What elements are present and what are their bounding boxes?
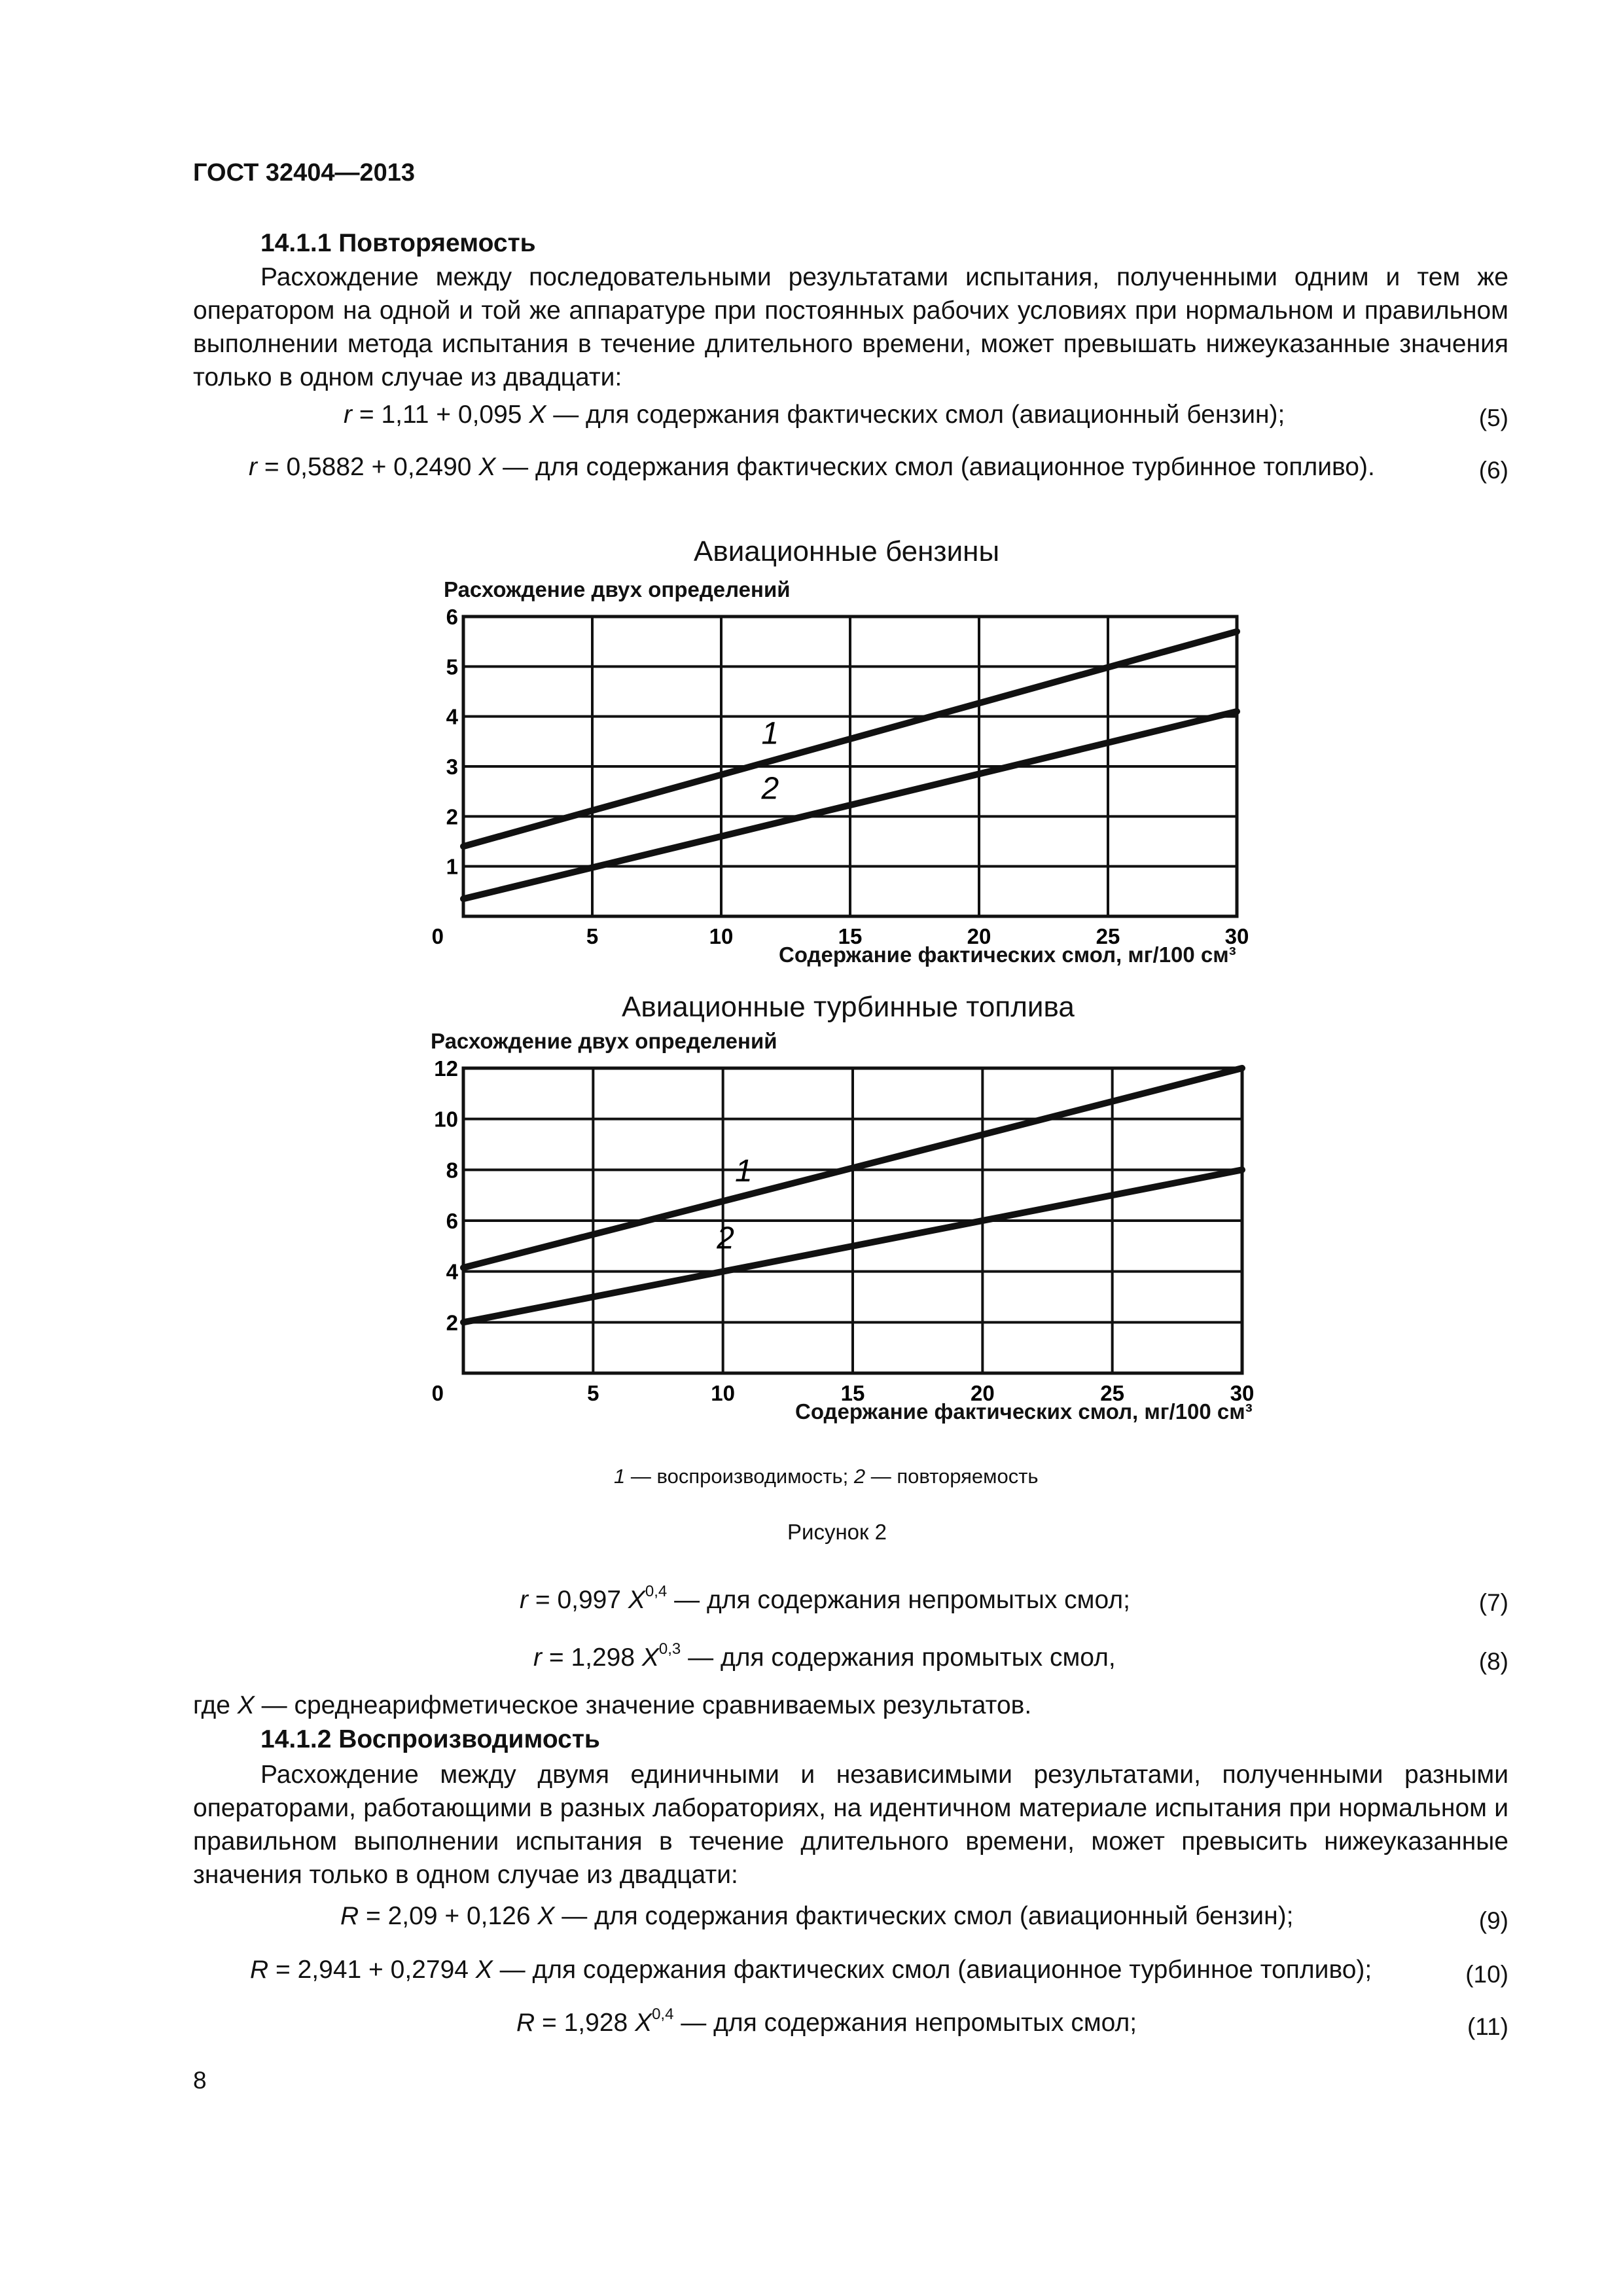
equation-11: R = 1,928 X$^{0,4}$ — для содержания непромытых смол; xyxy=(516,2005,1137,2037)
chart1-ytick-label: 1 xyxy=(446,854,458,879)
equation-9-number: (9) xyxy=(1478,1907,1508,1934)
chart2-ytick-label: 2 xyxy=(446,1310,458,1335)
chart1-xtick-label: 20 xyxy=(967,924,991,948)
equation-8: r = 1,298 X$^{0,3}$ — для содержания промытых смол, xyxy=(533,1640,1116,1672)
equation-10-number: (10) xyxy=(1465,1961,1508,1988)
where-clause: где X — среднеарифметическое значение сравниваемых результатов. xyxy=(193,1691,1032,1719)
figure-label: Рисунок 2 xyxy=(787,1520,887,1544)
chart2-xtick-label: 10 xyxy=(711,1381,736,1405)
chart1-xtick-label: 0 xyxy=(432,924,444,948)
chart1-series-2-label: 2 xyxy=(761,771,779,806)
paragraph-reproducibility xyxy=(193,1758,1508,1892)
equation-8-number: (8) xyxy=(1478,1648,1508,1675)
equation-5-number: (5) xyxy=(1478,404,1508,431)
equation-6-number: (6) xyxy=(1478,457,1508,484)
chart2-series-1-label: 1 xyxy=(735,1153,753,1189)
equation-5: r = 1,11 + 0,095 X — для содержания фактических смол (авиационный бензин); xyxy=(344,401,1285,429)
chart1-ytick-label: 4 xyxy=(446,704,458,729)
chart1-xtick-label: 25 xyxy=(1096,924,1120,948)
equation-9: R = 2,09 + 0,126 X — для содержания фактических смол (авиационный бензин); xyxy=(340,1902,1294,1930)
chart2-title: Авиационные турбинные топлива xyxy=(622,991,1075,1023)
document-code: ГОСТ 32404—2013 xyxy=(193,159,416,187)
chart1-xtick-label: 15 xyxy=(838,924,863,948)
chart1-xlabel: Содержание фактических смол, мг/100 см³ xyxy=(779,942,1236,967)
chart1-title: Авиационные бензины xyxy=(694,535,1000,567)
chart1-ytick-label: 3 xyxy=(446,755,458,779)
chart2-xtick-label: 20 xyxy=(970,1381,995,1405)
figure-legend: 1 — воспроизводимость; 2 — повторяемость xyxy=(614,1465,1039,1488)
equation-7-number: (7) xyxy=(1478,1589,1508,1616)
equation-7: r = 0,997 X$^{0,4}$ — для содержания непромытых смол; xyxy=(520,1583,1130,1614)
chart2-ytick-label: 12 xyxy=(434,1056,458,1081)
section-heading-reproducibility: 14.1.2 Воспроизводимость xyxy=(260,1725,600,1753)
chart2-xtick-label: 5 xyxy=(587,1381,599,1405)
equation-6: r = 0,5882 + 0,2490 X — для содержания фактических смол (авиационное турбинное топливо). xyxy=(249,453,1375,481)
chart1-ytick-label: 5 xyxy=(446,655,458,679)
chart1-xtick-label: 10 xyxy=(709,924,734,948)
equation-11-number: (11) xyxy=(1467,2013,1508,2040)
chart2-xtick-label: 15 xyxy=(840,1381,865,1405)
chart1-ytick-label: 2 xyxy=(446,804,458,829)
chart2-ytick-label: 4 xyxy=(446,1259,458,1284)
chart2-ylabel: Расхождение двух определений xyxy=(431,1029,777,1053)
chart2-ytick-label: 8 xyxy=(446,1158,458,1183)
chart2-xtick-label: 30 xyxy=(1230,1381,1255,1405)
paragraph-reproducibility-text: Расхождение между двумя единичными и независимыми результатами, полученными разными операторами, работающими в разных лабораториях, на идентичном материале испытания при нормальном и правильном выполнении испытания в течение длительного времени, может превысить нижеуказанные значения только в одном случае из двадцати: xyxy=(193,1761,1508,1889)
equation-10: R = 2,941 + 0,2794 X — для содержания фактических смол (авиационное турбинное топливо); xyxy=(250,1956,1372,1984)
chart1-ytick-label: 6 xyxy=(446,605,458,629)
chart1-plot xyxy=(432,602,1270,988)
page-number: 8 xyxy=(193,2067,207,2094)
chart1-series-1-label: 1 xyxy=(761,716,779,751)
chart2-xtick-label: 0 xyxy=(431,1381,444,1405)
section-heading-repeatability: 14.1.1 Повторяемость xyxy=(260,229,536,257)
chart2-ytick-label: 6 xyxy=(446,1209,458,1233)
chart2-xlabel: Содержание фактических смол, мг/100 см³ xyxy=(795,1399,1253,1424)
paragraph-repeatability xyxy=(193,260,1508,394)
paragraph-repeatability-text: Расхождение между последовательными результатами испытания, полученными одним и тем же оператором на одной и той же аппаратуре при постоянных рабочих условиях при нормальном и правильном выполнении метода испытания в течение длительного времени, может превышать нижеуказанные значения только в одном случае из двадцати: xyxy=(193,263,1508,391)
chart2-plot xyxy=(419,1054,1283,1446)
chart1-xtick-label: 5 xyxy=(586,924,599,948)
chart2-series-2-label: 2 xyxy=(717,1221,734,1256)
chart2-ytick-label: 10 xyxy=(434,1107,458,1132)
chart1-ylabel: Расхождение двух определений xyxy=(444,577,791,601)
chart1-xtick-label: 30 xyxy=(1224,924,1249,948)
chart2-xtick-label: 25 xyxy=(1100,1381,1125,1405)
